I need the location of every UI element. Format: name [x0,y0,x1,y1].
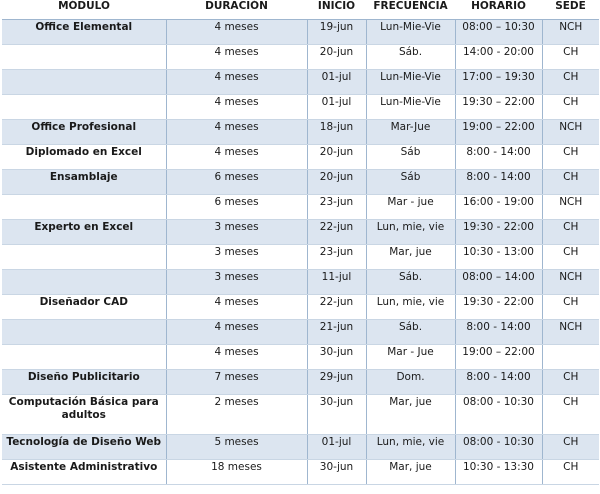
cell-modulo: Office Elemental [2,20,166,45]
cell-horario: 10:30 - 13:00 [455,245,542,270]
cell-duracion: 4 meses [166,320,307,345]
cell-sede: CH [542,45,599,70]
table-row [2,220,599,245]
cell-frecuencia: Mar-Jue [366,120,455,145]
cell-horario: 10:30 - 13:30 [455,460,542,485]
cell-duracion: 3 meses [166,245,307,270]
cell-horario: 19:00 – 22:00 [455,120,542,145]
header-frecuencia: FRECUENCIA [366,0,455,20]
cell-horario: 19:00 – 22:00 [455,345,542,370]
cell-duracion: 4 meses [166,295,307,320]
cell-modulo: Computación Básica para adultos [2,395,166,435]
cell-inicio: 30-jun [307,460,366,485]
cell-sede: NCH [542,195,599,220]
cell-frecuencia: Lun-Mie-Vie [366,95,455,120]
cell-horario: 08:00 – 14:00 [455,270,542,295]
cell-frecuencia: Sáb. [366,45,455,70]
cell-horario: 17:00 – 19:30 [455,70,542,95]
cell-duracion: 5 meses [166,435,307,460]
table-row [2,195,599,220]
cell-inicio: 23-jun [307,195,366,220]
cell-duracion: 6 meses [166,195,307,220]
cell-inicio: 22-jun [307,295,366,320]
cell-duracion: 18 meses [166,460,307,485]
header-row [2,0,599,20]
cell-modulo [2,270,166,295]
cell-modulo [2,245,166,270]
header-duracion: DURACIÓN [166,0,307,20]
table-row [2,20,599,45]
cell-frecuencia: Lun, mie, vie [366,435,455,460]
cell-duracion: 3 meses [166,220,307,245]
cell-frecuencia: Lun-Mie-Vie [366,20,455,45]
cell-frecuencia: Lun, mie, vie [366,220,455,245]
cell-duracion: 4 meses [166,20,307,45]
cell-modulo [2,95,166,120]
cell-modulo [2,70,166,95]
table-row [2,95,599,120]
cell-modulo: Office Profesional [2,120,166,145]
cell-modulo [2,195,166,220]
cell-frecuencia: Mar - jue [366,195,455,220]
table-row [2,70,599,95]
cell-modulo: Ensamblaje [2,170,166,195]
cell-duracion: 4 meses [166,120,307,145]
cell-frecuencia: Sáb [366,170,455,195]
cell-sede: CH [542,370,599,395]
table-row [2,295,599,320]
cell-duracion: 4 meses [166,70,307,95]
cell-modulo: Diseñador CAD [2,295,166,320]
cell-horario: 8:00 - 14:00 [455,370,542,395]
cell-duracion: 4 meses [166,95,307,120]
cell-inicio: 20-jun [307,45,366,70]
cell-horario: 08:00 - 10:30 [455,435,542,460]
cell-sede: NCH [542,320,599,345]
cell-sede: CH [542,220,599,245]
cell-horario: 08:00 - 10:30 [455,395,542,435]
header-horario: HORARIO [455,0,542,20]
cell-modulo [2,345,166,370]
cell-frecuencia: Mar, jue [366,460,455,485]
cell-frecuencia: Mar, jue [366,395,455,435]
table-row [2,145,599,170]
cell-duracion: 2 meses [166,395,307,435]
cell-sede: NCH [542,270,599,295]
cell-inicio: 01-jul [307,70,366,95]
cell-frecuencia: Lun, mie, vie [366,295,455,320]
cell-inicio: 20-jun [307,170,366,195]
cell-horario: 19:30 – 22:00 [455,95,542,120]
cell-inicio: 30-jun [307,395,366,435]
cell-duracion: 7 meses [166,370,307,395]
cell-inicio: 11-jul [307,270,366,295]
cell-inicio: 01-jul [307,435,366,460]
cell-horario: 19:30 - 22:00 [455,220,542,245]
cell-frecuencia: Mar, jue [366,245,455,270]
table-row [2,460,599,485]
cell-sede: CH [542,395,599,435]
cell-frecuencia: Sáb [366,145,455,170]
table-row [2,345,599,370]
header-inicio: INICIO [307,0,366,20]
table-row [2,170,599,195]
cell-frecuencia: Dom. [366,370,455,395]
table-row [2,245,599,270]
cell-sede: CH [542,170,599,195]
cell-sede: NCH [542,120,599,145]
cell-inicio: 19-jun [307,20,366,45]
cell-horario: 19:30 - 22:00 [455,295,542,320]
cell-duracion: 4 meses [166,45,307,70]
cell-horario: 14:00 - 20:00 [455,45,542,70]
table-row [2,45,599,70]
cell-inicio: 01-jul [307,95,366,120]
cell-modulo: Diseño Publicitario [2,370,166,395]
cell-modulo: Diplomado en Excel [2,145,166,170]
cell-inicio: 22-jun [307,220,366,245]
cell-inicio: 30-jun [307,345,366,370]
schedule-table [2,0,599,485]
cell-modulo [2,320,166,345]
cell-frecuencia: Mar - Jue [366,345,455,370]
cell-sede: CH [542,245,599,270]
table-row [2,320,599,345]
cell-sede: CH [542,435,599,460]
cell-duracion: 3 meses [166,270,307,295]
cell-sede: CH [542,295,599,320]
cell-horario: 8:00 - 14:00 [455,320,542,345]
cell-sede: CH [542,460,599,485]
cell-modulo: Experto en Excel [2,220,166,245]
cell-modulo: Asistente Administrativo [2,460,166,485]
cell-horario: 8:00 - 14:00 [455,145,542,170]
cell-modulo [2,45,166,70]
cell-inicio: 20-jun [307,145,366,170]
header-modulo: MÓDULO [2,0,166,20]
table-row [2,370,599,395]
table-body [2,20,599,485]
cell-horario: 8:00 - 14:00 [455,170,542,195]
cell-frecuencia: Sáb. [366,320,455,345]
cell-inicio: 18-jun [307,120,366,145]
cell-duracion: 4 meses [166,145,307,170]
cell-sede: CH [542,145,599,170]
table-row [2,395,599,435]
table-row [2,120,599,145]
cell-sede: CH [542,95,599,120]
cell-duracion: 6 meses [166,170,307,195]
cell-inicio: 23-jun [307,245,366,270]
cell-modulo: Tecnología de Diseño Web [2,435,166,460]
cell-sede: NCH [542,20,599,45]
cell-frecuencia: Sáb. [366,270,455,295]
header-sede: SEDE [542,0,599,20]
cell-horario: 16:00 - 19:00 [455,195,542,220]
cell-inicio: 29-jun [307,370,366,395]
cell-sede: CH [542,70,599,95]
cell-duracion: 4 meses [166,345,307,370]
cell-frecuencia: Lun-Mie-Vie [366,70,455,95]
table-row [2,270,599,295]
cell-sede [542,345,599,370]
cell-inicio: 21-jun [307,320,366,345]
cell-horario: 08:00 – 10:30 [455,20,542,45]
table-row [2,435,599,460]
